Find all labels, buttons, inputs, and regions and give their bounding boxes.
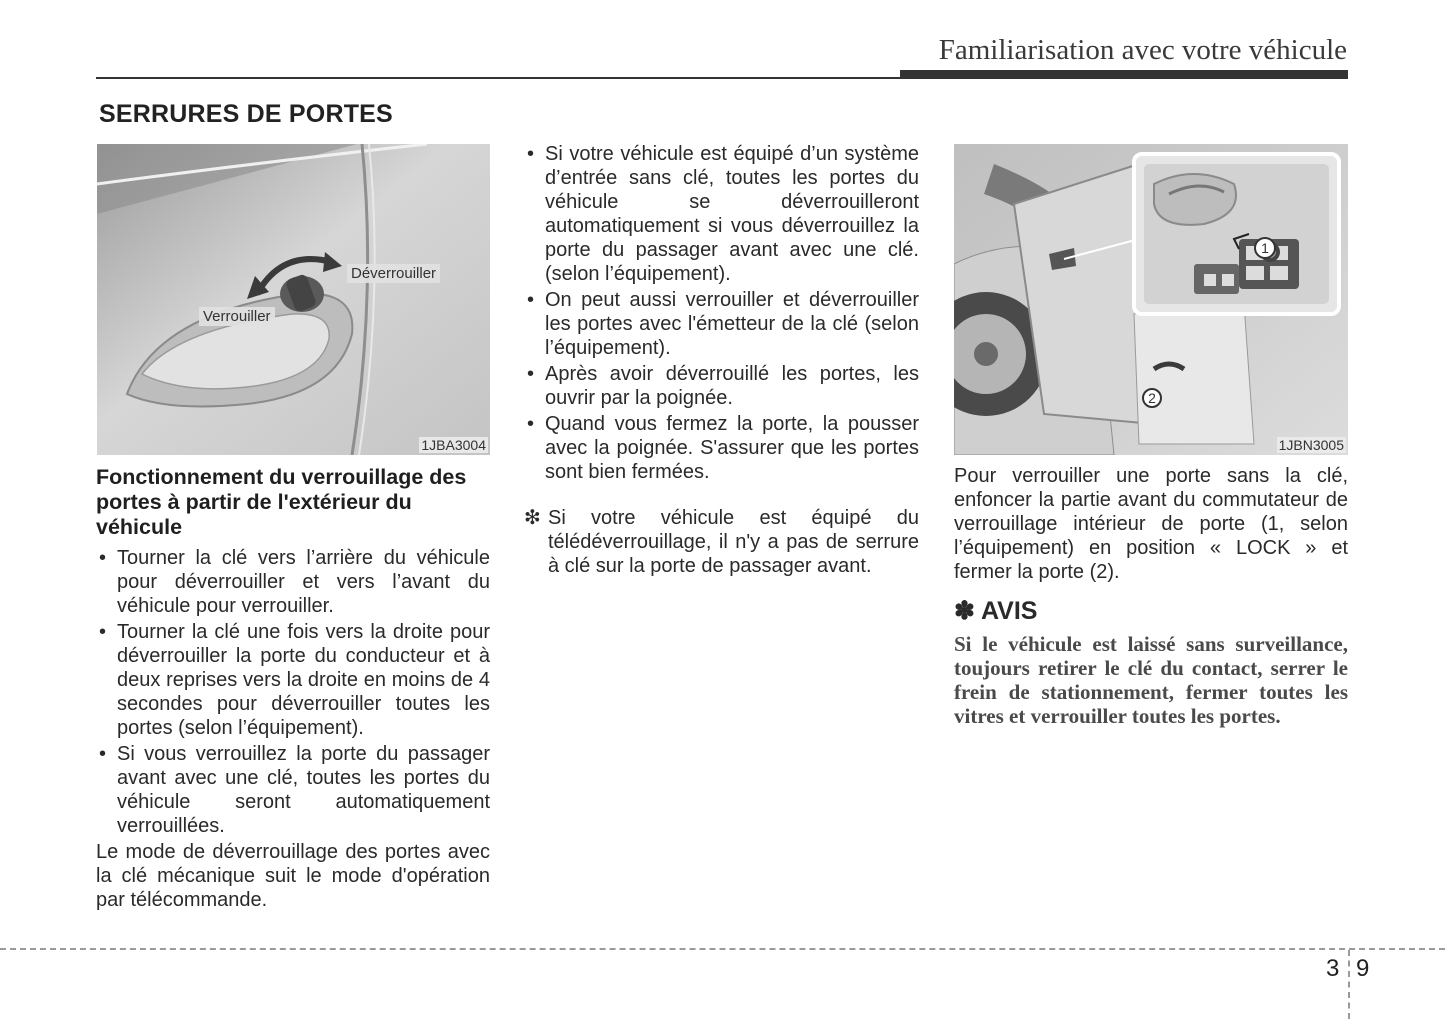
column-middle-text	[524, 142, 919, 578]
figure-code: 1JBA3004	[421, 437, 486, 453]
paragraph: Le mode de déverrouillage des portes avec la clé mécanique suit le mode d'opération par télécommande.	[96, 841, 490, 911]
list-item: • On peut aussi verrouiller et déverrouiller les portes avec l'émetteur de la clé (selon l’équipement).	[524, 288, 919, 360]
paragraph: Pour verrouiller une porte sans la clé, enfoncer la partie avant du commutateur de verrouillage intérieur de porte (1, selon l’équipement) en position « LOCK » et fermer la porte (2).	[954, 465, 1348, 583]
note	[524, 506, 919, 578]
list-item: • Après avoir déverrouillé les portes, les ouvrir par la poignée.	[524, 362, 919, 410]
page-number-divider	[1348, 950, 1350, 1019]
section-title: SERRURES DE PORTES	[99, 100, 393, 128]
bullet-list	[96, 546, 490, 838]
unlock-label: Déverrouiller	[347, 264, 440, 283]
figure-code: 1JBN3005	[1278, 437, 1344, 453]
list-item: • Si vous verrouillez la porte du passager avant avec une clé, toutes les portes du véhicule seront automatiquement verrouillées.	[96, 742, 490, 838]
notice-title: ✽ AVIS	[954, 597, 1038, 625]
list-item: • Quand vous fermez la porte, la pousser avec la poignée. S'assurer que les portes sont bien fermées.	[524, 412, 919, 484]
list-item: • Si votre véhicule est équipé d’un système d’entrée sans clé, toutes les portes du véhicule se déverrouilleront automatiquement si vous déverrouillez la porte du passager avant avec une clé. (selon l’équipement).	[524, 142, 919, 286]
lock-label: Verrouiller	[199, 307, 275, 326]
door-handle-illustration	[97, 144, 490, 455]
column-left-text	[96, 465, 490, 912]
column-right-text	[954, 464, 1348, 728]
list-item: • Tourner la clé une fois vers la droite pour déverrouiller la porte du conducteur et à deux reprises vers la droite en moins de 4 secondes pour déverrouiller toutes les portes (selon l’équipement).	[96, 620, 490, 740]
figure-door-lock	[97, 144, 490, 455]
footer-divider	[0, 948, 1445, 950]
figure-door-inner-switch	[954, 144, 1348, 455]
notice-body: Si le véhicule est laissé sans surveillance, toujours retirer le clé du contact, serrer le frein de stationnement, fermer toutes les vitres et verrouiller toutes les portes.	[954, 632, 1348, 728]
chapter-number: 3	[1326, 955, 1340, 982]
subheading: Fonctionnement du verrouillage des portes à partir de l'extérieur du véhicule	[96, 465, 467, 539]
page-number: 9	[1356, 955, 1370, 982]
list-item: • Tourner la clé vers l’arrière du véhicule pour déverrouiller et vers l’avant du véhicule pour verrouiller.	[96, 546, 490, 618]
marker-2: 2	[1148, 390, 1156, 406]
running-header: Familiarisation avec votre véhicule	[938, 34, 1347, 66]
note-asterisk-icon: ❇	[524, 507, 541, 529]
marker-1: 1	[1261, 240, 1269, 256]
bullet-list	[524, 142, 919, 484]
open-door-illustration	[954, 144, 1348, 455]
header-rule-accent	[900, 70, 1348, 79]
note-text: Si votre véhicule est équipé du télédéverrouillage, il n'y a pas de serrure à clé sur la porte de passager avant.	[548, 507, 919, 577]
